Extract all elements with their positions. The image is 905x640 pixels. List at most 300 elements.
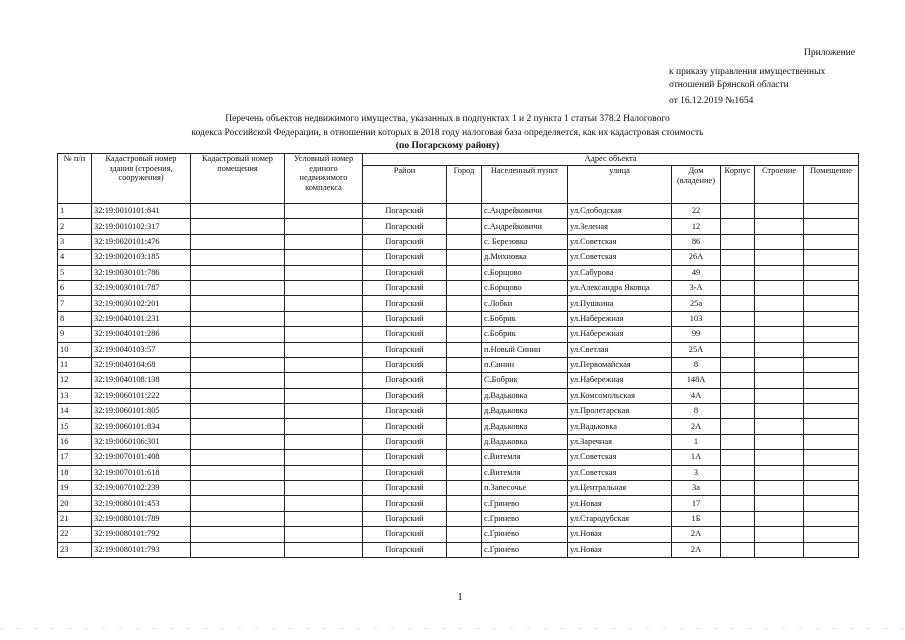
cell-complex-number xyxy=(285,219,363,234)
cell-room-cadastral-number xyxy=(191,404,285,419)
cell-city xyxy=(447,280,482,295)
cell-city xyxy=(447,434,482,449)
cell-city xyxy=(447,527,482,542)
cell-house: 2А xyxy=(672,419,721,434)
cell-row-number: 8 xyxy=(58,311,92,326)
cell-row-number: 11 xyxy=(58,357,92,372)
cell-street: ул.Советская xyxy=(568,450,672,465)
cell-district: Погарский xyxy=(363,311,447,326)
cell-row-number: 5 xyxy=(58,265,92,280)
cell-stroenie xyxy=(755,527,804,542)
cell-pomeshchenie xyxy=(804,296,859,311)
cell-building-cadastral-number: 32:19:0080101:792 xyxy=(92,527,191,542)
cell-building-cadastral-number: 32:19:0080101:793 xyxy=(92,542,191,557)
cell-pomeshchenie xyxy=(804,450,859,465)
cell-room-cadastral-number xyxy=(191,511,285,526)
cell-room-cadastral-number xyxy=(191,357,285,372)
cell-room-cadastral-number xyxy=(191,311,285,326)
cell-house: 3а xyxy=(672,481,721,496)
cell-room-cadastral-number xyxy=(191,265,285,280)
cell-building-cadastral-number: 32:19:0060101:834 xyxy=(92,419,191,434)
cell-building-cadastral-number: 32:19:0020103:185 xyxy=(92,250,191,265)
cell-korpus xyxy=(721,388,755,403)
cell-building-cadastral-number: 32:19:0070102:239 xyxy=(92,481,191,496)
cell-pomeshchenie xyxy=(804,527,859,542)
cell-complex-number xyxy=(285,388,363,403)
cell-row-number: 17 xyxy=(58,450,92,465)
cell-district: Погарский xyxy=(363,434,447,449)
cell-pomeshchenie xyxy=(804,419,859,434)
cell-city xyxy=(447,450,482,465)
cell-house: 25А xyxy=(672,342,721,357)
cell-room-cadastral-number xyxy=(191,465,285,480)
cell-row-number: 16 xyxy=(58,434,92,449)
order-date-number: от 16.12.2019 №1654 xyxy=(669,96,754,106)
cell-building-cadastral-number: 32:19:0010101:841 xyxy=(92,204,191,219)
cell-street: ул.Сабурова xyxy=(568,265,672,280)
cell-complex-number xyxy=(285,311,363,326)
header-district: Район xyxy=(363,166,447,204)
cell-building-cadastral-number: 32:19:0030102:201 xyxy=(92,296,191,311)
cell-locality: с.Витемля xyxy=(482,450,568,465)
cell-house: 26А xyxy=(672,250,721,265)
cell-stroenie xyxy=(755,511,804,526)
document-title-line2: кодекса Российской Федерации, в отношении которых в 2018 году налоговая база определяется, как их кадастровая стоимость xyxy=(191,128,704,138)
cell-street: ул.Советская xyxy=(568,250,672,265)
cell-complex-number xyxy=(285,342,363,357)
cell-complex-number xyxy=(285,450,363,465)
header-complex-number: Условный номер единого недвижимого комплекса xyxy=(285,154,363,204)
cell-locality: д.Вадьковка xyxy=(482,388,568,403)
table-row xyxy=(58,342,859,357)
table-row xyxy=(58,419,859,434)
cell-complex-number xyxy=(285,357,363,372)
cell-row-number: 2 xyxy=(58,219,92,234)
cell-korpus xyxy=(721,419,755,434)
cell-pomeshchenie xyxy=(804,327,859,342)
cell-stroenie xyxy=(755,542,804,557)
cell-pomeshchenie xyxy=(804,496,859,511)
table-row xyxy=(58,527,859,542)
cell-pomeshchenie xyxy=(804,219,859,234)
table-row xyxy=(58,496,859,511)
cell-city xyxy=(447,542,482,557)
cell-city xyxy=(447,373,482,388)
table-row xyxy=(58,465,859,480)
table-row xyxy=(58,388,859,403)
cell-district: Погарский xyxy=(363,450,447,465)
cell-house: 1А xyxy=(672,450,721,465)
cell-street: ул.Слободская xyxy=(568,204,672,219)
cell-city xyxy=(447,419,482,434)
cell-complex-number xyxy=(285,250,363,265)
cell-stroenie xyxy=(755,481,804,496)
cell-district: Погарский xyxy=(363,234,447,249)
cell-building-cadastral-number: 32:19:0040103:57 xyxy=(92,342,191,357)
cell-room-cadastral-number xyxy=(191,296,285,311)
cell-district: Погарский xyxy=(363,296,447,311)
cell-house: 22 xyxy=(672,204,721,219)
cell-complex-number xyxy=(285,265,363,280)
cell-stroenie xyxy=(755,327,804,342)
cell-stroenie xyxy=(755,496,804,511)
cell-locality: п.Синин xyxy=(482,357,568,372)
cell-house: 8 xyxy=(672,357,721,372)
cell-complex-number xyxy=(285,404,363,419)
cell-korpus xyxy=(721,311,755,326)
cell-street: ул.Набережная xyxy=(568,327,672,342)
cell-room-cadastral-number xyxy=(191,280,285,295)
cell-city xyxy=(447,465,482,480)
cell-street: ул.Центральная xyxy=(568,481,672,496)
cell-room-cadastral-number xyxy=(191,219,285,234)
cell-house: 8 xyxy=(672,404,721,419)
cell-district: Погарский xyxy=(363,373,447,388)
cell-pomeshchenie xyxy=(804,388,859,403)
cell-row-number: 14 xyxy=(58,404,92,419)
cell-district: Погарский xyxy=(363,496,447,511)
cell-korpus xyxy=(721,265,755,280)
table-row xyxy=(58,357,859,372)
cell-row-number: 18 xyxy=(58,465,92,480)
cell-complex-number xyxy=(285,419,363,434)
cell-street: ул.Александра Яковца xyxy=(568,280,672,295)
order-reference-line2: отношений Брянской области xyxy=(669,80,789,90)
cell-complex-number xyxy=(285,296,363,311)
cell-district: Погарский xyxy=(363,280,447,295)
cell-pomeshchenie xyxy=(804,357,859,372)
cell-locality: д.Вадьковка xyxy=(482,434,568,449)
header-locality: Населенный пункт xyxy=(482,166,568,204)
cell-district: Погарский xyxy=(363,527,447,542)
cell-stroenie xyxy=(755,388,804,403)
table-row xyxy=(58,327,859,342)
cell-korpus xyxy=(721,234,755,249)
header-num: № п/п xyxy=(58,154,92,204)
cell-korpus xyxy=(721,404,755,419)
cell-building-cadastral-number: 32:19:0040104:68 xyxy=(92,357,191,372)
cell-locality: с.Бобрик xyxy=(482,327,568,342)
cell-row-number: 23 xyxy=(58,542,92,557)
cell-house: 2А xyxy=(672,527,721,542)
cell-district: Погарский xyxy=(363,219,447,234)
cell-korpus xyxy=(721,542,755,557)
cell-room-cadastral-number xyxy=(191,373,285,388)
cell-room-cadastral-number xyxy=(191,419,285,434)
cell-korpus xyxy=(721,250,755,265)
cell-complex-number xyxy=(285,481,363,496)
cell-korpus xyxy=(721,373,755,388)
header-stroenie: Строение xyxy=(755,166,804,204)
cell-row-number: 20 xyxy=(58,496,92,511)
cell-street: ул.Стародубская xyxy=(568,511,672,526)
cell-district: Погарский xyxy=(363,204,447,219)
header-city: Город xyxy=(447,166,482,204)
cell-stroenie xyxy=(755,234,804,249)
cell-pomeshchenie xyxy=(804,511,859,526)
cell-building-cadastral-number: 32:19:0040101:231 xyxy=(92,311,191,326)
cell-house: 49 xyxy=(672,265,721,280)
cell-city xyxy=(447,265,482,280)
cell-city xyxy=(447,311,482,326)
cell-complex-number xyxy=(285,204,363,219)
cell-building-cadastral-number: 32:19:0070101:618 xyxy=(92,465,191,480)
order-reference-line1: к приказу управления имущественных xyxy=(669,67,826,77)
cell-city xyxy=(447,511,482,526)
cell-street: ул.Светлая xyxy=(568,342,672,357)
cell-city xyxy=(447,404,482,419)
cell-complex-number xyxy=(285,511,363,526)
cell-locality: п.Запесочье xyxy=(482,481,568,496)
cell-korpus xyxy=(721,280,755,295)
cell-house: 99 xyxy=(672,327,721,342)
cell-locality: с.Лобки xyxy=(482,296,568,311)
cell-district: Погарский xyxy=(363,250,447,265)
cell-building-cadastral-number: 32:19:0040101:286 xyxy=(92,327,191,342)
cell-stroenie xyxy=(755,357,804,372)
cell-locality: с.Гринево xyxy=(482,542,568,557)
cell-locality: с.Андрейковичи xyxy=(482,204,568,219)
cell-building-cadastral-number: 32:19:0060101:805 xyxy=(92,404,191,419)
cell-house: 17 xyxy=(672,496,721,511)
cell-stroenie xyxy=(755,311,804,326)
cell-house: 1 xyxy=(672,434,721,449)
cell-building-cadastral-number: 32:19:0040108:138 xyxy=(92,373,191,388)
cell-korpus xyxy=(721,465,755,480)
cell-district: Погарский xyxy=(363,388,447,403)
cell-city xyxy=(447,204,482,219)
cell-pomeshchenie xyxy=(804,204,859,219)
cell-district: Погарский xyxy=(363,404,447,419)
cell-street: ул.Набережная xyxy=(568,373,672,388)
cell-complex-number xyxy=(285,527,363,542)
cell-street: ул.Новая xyxy=(568,542,672,557)
cell-street: ул.Советская xyxy=(568,234,672,249)
cell-row-number: 21 xyxy=(58,511,92,526)
cell-city xyxy=(447,327,482,342)
cell-locality: д.Вадьковка xyxy=(482,404,568,419)
cell-street: ул.Вадьковка xyxy=(568,419,672,434)
cell-building-cadastral-number: 32:19:0020101:476 xyxy=(92,234,191,249)
table-row xyxy=(58,373,859,388)
table-row xyxy=(58,204,859,219)
cell-room-cadastral-number xyxy=(191,327,285,342)
cell-street: ул.Зеленая xyxy=(568,219,672,234)
property-table xyxy=(57,153,859,558)
cell-complex-number xyxy=(285,280,363,295)
cell-complex-number xyxy=(285,542,363,557)
cell-street: ул.Первомайская xyxy=(568,357,672,372)
table-row xyxy=(58,434,859,449)
header-room-cadastral: Кадастровый номер помещения xyxy=(191,154,285,204)
cell-row-number: 1 xyxy=(58,204,92,219)
table-row xyxy=(58,296,859,311)
cell-row-number: 19 xyxy=(58,481,92,496)
cell-stroenie xyxy=(755,465,804,480)
cell-pomeshchenie xyxy=(804,265,859,280)
cell-room-cadastral-number xyxy=(191,527,285,542)
cell-room-cadastral-number xyxy=(191,234,285,249)
cell-stroenie xyxy=(755,204,804,219)
cell-city xyxy=(447,342,482,357)
cell-stroenie xyxy=(755,280,804,295)
cell-pomeshchenie xyxy=(804,234,859,249)
table-row xyxy=(58,511,859,526)
cell-stroenie xyxy=(755,404,804,419)
cell-district: Погарский xyxy=(363,342,447,357)
cell-row-number: 4 xyxy=(58,250,92,265)
cell-korpus xyxy=(721,450,755,465)
cell-locality: с.Борщово xyxy=(482,265,568,280)
table-row xyxy=(58,234,859,249)
cell-locality: с.Андрейковичи xyxy=(482,219,568,234)
cell-complex-number xyxy=(285,373,363,388)
cell-street: ул.Новая xyxy=(568,496,672,511)
cell-city xyxy=(447,234,482,249)
cell-pomeshchenie xyxy=(804,280,859,295)
cell-district: Погарский xyxy=(363,511,447,526)
document-title-district: (по Погарскому району) xyxy=(395,141,500,151)
cell-building-cadastral-number: 32:19:0060106:301 xyxy=(92,434,191,449)
cell-city xyxy=(447,250,482,265)
cell-district: Погарский xyxy=(363,465,447,480)
cell-room-cadastral-number xyxy=(191,450,285,465)
cell-locality: д.Вадьковка xyxy=(482,419,568,434)
cell-house: 2А xyxy=(672,542,721,557)
cell-district: Погарский xyxy=(363,327,447,342)
cell-stroenie xyxy=(755,219,804,234)
cell-building-cadastral-number: 32:19:0080101:453 xyxy=(92,496,191,511)
cell-room-cadastral-number xyxy=(191,342,285,357)
table-row xyxy=(58,280,859,295)
cell-room-cadastral-number xyxy=(191,204,285,219)
cell-house: 1Б xyxy=(672,511,721,526)
table-row xyxy=(58,481,859,496)
cell-district: Погарский xyxy=(363,419,447,434)
cell-district: Погарский xyxy=(363,265,447,280)
cell-pomeshchenie xyxy=(804,542,859,557)
cell-building-cadastral-number: 32:19:0080101:789 xyxy=(92,511,191,526)
cell-street: ул.Пролетарская xyxy=(568,404,672,419)
cell-row-number: 13 xyxy=(58,388,92,403)
cell-house: 4А xyxy=(672,388,721,403)
cell-pomeshchenie xyxy=(804,373,859,388)
cell-korpus xyxy=(721,496,755,511)
cell-building-cadastral-number: 32:19:0060101:222 xyxy=(92,388,191,403)
header-korpus: Корпус xyxy=(721,166,755,204)
cell-street: ул.Советская xyxy=(568,465,672,480)
cell-house: 25а xyxy=(672,296,721,311)
cell-row-number: 22 xyxy=(58,527,92,542)
cell-room-cadastral-number xyxy=(191,542,285,557)
cell-stroenie xyxy=(755,342,804,357)
cell-district: Погарский xyxy=(363,481,447,496)
cell-city xyxy=(447,296,482,311)
cell-locality: с.Борщово xyxy=(482,280,568,295)
cell-stroenie xyxy=(755,450,804,465)
cell-korpus xyxy=(721,219,755,234)
cell-building-cadastral-number: 32:19:0010102:317 xyxy=(92,219,191,234)
cell-street: ул.Набережная xyxy=(568,311,672,326)
cell-complex-number xyxy=(285,465,363,480)
cell-row-number: 15 xyxy=(58,419,92,434)
cell-pomeshchenie xyxy=(804,250,859,265)
cell-row-number: 3 xyxy=(58,234,92,249)
cell-complex-number xyxy=(285,234,363,249)
cell-house: 12 xyxy=(672,219,721,234)
cell-locality: с.Гринево xyxy=(482,511,568,526)
cell-building-cadastral-number: 32:19:0070101:408 xyxy=(92,450,191,465)
cell-city xyxy=(447,496,482,511)
cell-korpus xyxy=(721,434,755,449)
cell-stroenie xyxy=(755,250,804,265)
cell-street: ул.Пушкина xyxy=(568,296,672,311)
cell-pomeshchenie xyxy=(804,342,859,357)
cell-row-number: 10 xyxy=(58,342,92,357)
header-pomeshchenie: Помещение xyxy=(804,166,859,204)
cell-building-cadastral-number: 32:19:0030101:787 xyxy=(92,280,191,295)
cell-city xyxy=(447,219,482,234)
cell-house: 103 xyxy=(672,311,721,326)
cell-district: Погарский xyxy=(363,542,447,557)
cell-korpus xyxy=(721,327,755,342)
cell-row-number: 7 xyxy=(58,296,92,311)
cell-street: ул.Комсомольская xyxy=(568,388,672,403)
cell-room-cadastral-number xyxy=(191,434,285,449)
cell-korpus xyxy=(721,481,755,496)
cell-row-number: 12 xyxy=(58,373,92,388)
cell-korpus xyxy=(721,357,755,372)
cell-street: ул.Новая xyxy=(568,527,672,542)
cell-locality: д.Михновка xyxy=(482,250,568,265)
cell-city xyxy=(447,481,482,496)
cell-building-cadastral-number: 32:19:0030101:786 xyxy=(92,265,191,280)
cell-stroenie xyxy=(755,434,804,449)
cell-locality: С.Бобрик xyxy=(482,373,568,388)
document-title-line1: Перечень объектов недвижимого имущества, указанных в подпунктах 1 и 2 пункта 1 статьи 378.2 Налогового xyxy=(225,114,670,124)
cell-korpus xyxy=(721,204,755,219)
table-row xyxy=(58,265,859,280)
cell-locality: с.Витемля xyxy=(482,465,568,480)
cell-pomeshchenie xyxy=(804,311,859,326)
cell-complex-number xyxy=(285,434,363,449)
cell-korpus xyxy=(721,296,755,311)
table-row xyxy=(58,219,859,234)
cell-locality: с.Гринево xyxy=(482,496,568,511)
cell-korpus xyxy=(721,527,755,542)
cell-house: 3-А xyxy=(672,280,721,295)
header-address: Адрес объекта xyxy=(363,154,859,166)
cell-room-cadastral-number xyxy=(191,496,285,511)
cell-house: 148А xyxy=(672,373,721,388)
table-row xyxy=(58,311,859,326)
cell-city xyxy=(447,388,482,403)
cell-locality: с. Березовка xyxy=(482,234,568,249)
cell-house: 86 xyxy=(672,234,721,249)
table-row xyxy=(58,450,859,465)
page-number: 1 xyxy=(457,591,463,603)
cell-complex-number xyxy=(285,496,363,511)
cell-district: Погарский xyxy=(363,357,447,372)
cell-room-cadastral-number xyxy=(191,481,285,496)
table-row xyxy=(58,404,859,419)
header-building-cadastral: Кадастровый номер здания (строения, сооружения) xyxy=(92,154,191,204)
cell-stroenie xyxy=(755,296,804,311)
table-row xyxy=(58,542,859,557)
cell-pomeshchenie xyxy=(804,481,859,496)
cell-stroenie xyxy=(755,265,804,280)
cell-row-number: 9 xyxy=(58,327,92,342)
